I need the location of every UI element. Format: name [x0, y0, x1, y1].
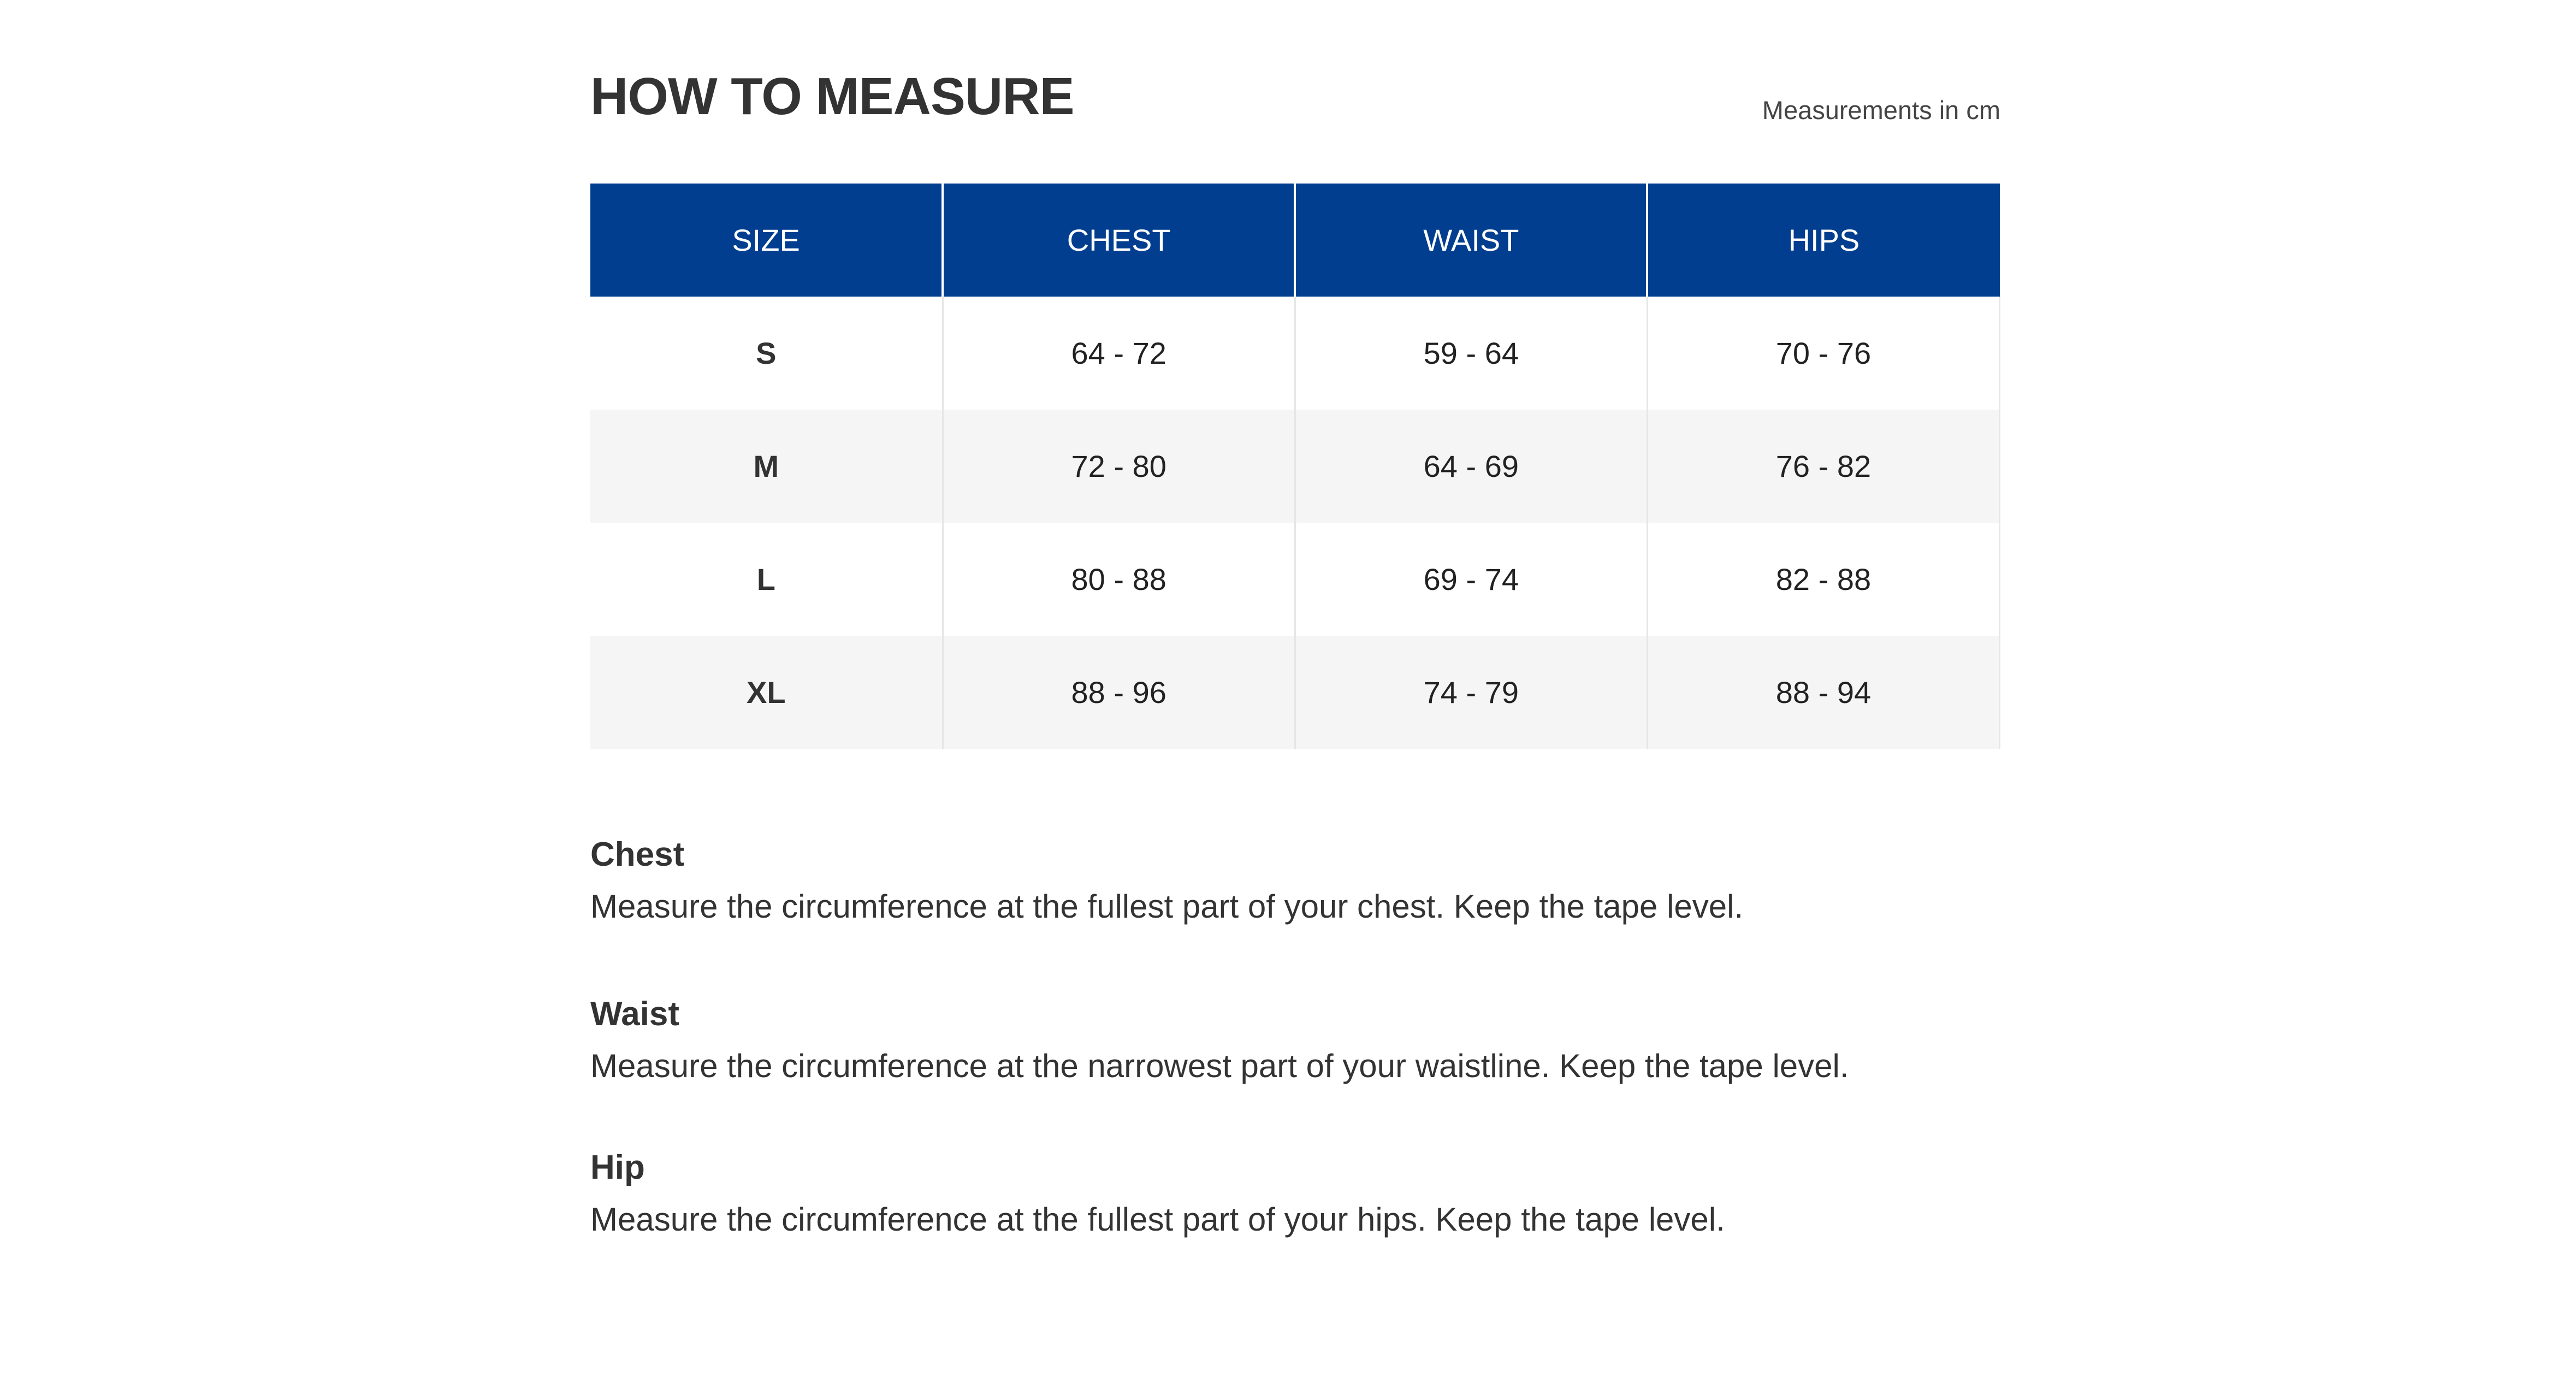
column-header-waist: WAIST	[1295, 184, 1647, 297]
column-header-hips: HIPS	[1647, 184, 1999, 297]
table-row	[590, 636, 2000, 749]
column-header-size: SIZE	[590, 184, 943, 297]
table-row	[590, 297, 2000, 410]
column-header-chest: CHEST	[943, 184, 1295, 297]
guide-chest	[590, 830, 2000, 934]
size-cell: M	[590, 410, 943, 523]
guide-text: Measure the circumference at the narrowest part of your waistline. Keep the tape level.	[590, 1048, 1849, 1084]
guide-text: Measure the circumference at the fullest part of your hips. Keep the tape level.	[590, 1201, 1725, 1238]
guide-text: Measure the circumference at the fullest part of your chest. Keep the tape level.	[590, 888, 1744, 925]
size-cell: S	[590, 297, 943, 410]
waist-cell: 64 - 69	[1295, 410, 1647, 523]
hips-cell: 70 - 76	[1647, 297, 1999, 410]
guide-title: Chest	[590, 836, 685, 873]
page-title: HOW TO MEASURE	[590, 67, 1074, 126]
size-cell: XL	[590, 636, 943, 749]
chest-cell: 72 - 80	[943, 410, 1295, 523]
size-chart-table	[590, 184, 2000, 749]
waist-cell: 59 - 64	[1295, 297, 1647, 410]
hips-cell: 82 - 88	[1647, 523, 1999, 636]
chest-cell: 80 - 88	[943, 523, 1295, 636]
waist-cell: 74 - 79	[1295, 636, 1647, 749]
size-guide-header	[590, 61, 2000, 132]
table-row	[590, 410, 2000, 523]
hips-cell: 76 - 82	[1647, 410, 1999, 523]
guide-hip	[590, 1143, 2000, 1247]
table-header-row	[590, 184, 2000, 297]
units-note: Measurements in cm	[1762, 96, 2000, 125]
table-row	[590, 523, 2000, 636]
guide-title: Waist	[590, 995, 680, 1033]
guide-title: Hip	[590, 1149, 645, 1186]
chest-cell: 88 - 96	[943, 636, 1295, 749]
waist-cell: 69 - 74	[1295, 523, 1647, 636]
size-cell: L	[590, 523, 943, 636]
guide-waist	[590, 990, 2000, 1093]
hips-cell: 88 - 94	[1647, 636, 1999, 749]
chest-cell: 64 - 72	[943, 297, 1295, 410]
